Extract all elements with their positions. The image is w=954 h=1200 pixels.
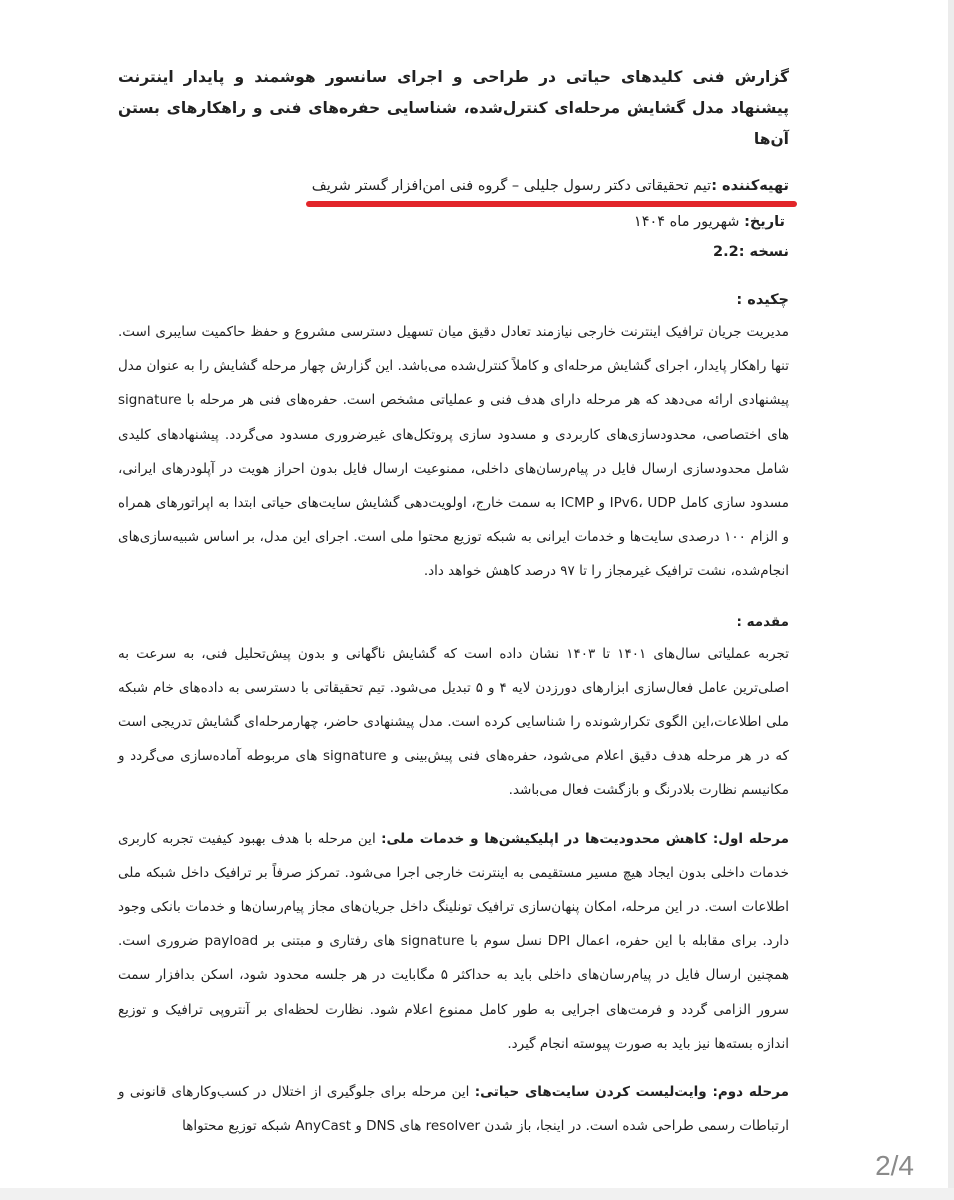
version-value: 2.2	[713, 244, 739, 260]
intro-text: تجربه عملیاتی سال‌های ۱۴۰۱ تا ۱۴۰۳ نشان داده است که گشایش ناگهانی و بدون پیش‌تحلیل فنی، به سرعت به اصلی‌ترین عامل فعال‌سازی ابزارهای دورزدن لایه ۴ و ۵ تبدیل می‌شود. تیم تحقیقاتی با دسترسی به داده‌های خام شبکه ملی اطلاعات،این الگوی تکرارشونده را شناسایی کرده است. مدل پیشنهادی حاضر، چهارمرحله‌ای گشایش تدریجی است که در هر مرحله هدف دقیق اعلام می‌شود، حفره‌های فنی پیش‌بینی و signature های مربوطه آماده‌سازی می‌گردد و مکانیسم نظارت بلادرنگ و بازگشت فعال می‌باشد.	[118, 645, 790, 799]
page-indicator: 2/4	[875, 1150, 914, 1181]
preparer-highlight	[312, 171, 789, 201]
page-edge-bottom	[0, 1188, 954, 1200]
version-line	[118, 237, 789, 267]
stage1-label: مرحله اول: کاهش محدودیت‌ها در اپلیکیشن‌ها و خدمات ملی:	[381, 830, 790, 847]
intro-heading: مقدمه :	[736, 613, 789, 630]
date-label: تاریخ:	[744, 214, 785, 230]
document-content	[118, 62, 789, 1143]
preparer-label: تهیه‌کننده :	[711, 178, 789, 194]
date-value: شهریور ماه ۱۴۰۴	[633, 214, 740, 230]
abstract-heading: چکیده :	[736, 292, 789, 308]
page-edge-right	[948, 0, 954, 1200]
version-label: نسخه :	[738, 244, 789, 260]
stage1-text: این مرحله با هدف بهبود کیفیت تجربه کاربری خدمات داخلی بدون ایجاد هیچ مسیر مستقیمی به اینترنت خارجی اجرا می‌شود. تمرکز صرفاً بر ترافیک داخل شبکه ملی اطلاعات است. در این مرحله، امکان پنهان‌سازی ترافیک تونلینگ داخل جریان‌های مجاز پیام‌رسان‌ها و خدمات بانکی وجود دارد. برای مقابله با این حفره، اعمال DPI نسل سوم با signature های رفتاری و مبتنی بر payload ضروری است. همچنین ارسال فایل در پیام‌رسان‌های داخلی باید به حداکثر ۵ مگابایت در هر جلسه محدود شود، اسکن بدافزار سمت سرور الزامی گردد و فرمت‌های اجرایی به طور کامل ممنوع اعلام شود. نظارت لحظه‌ای بر آنتروپی ترافیک و توزیع اندازه بسته‌ها نیز باید به صورت پیوسته انجام گیرد.	[118, 830, 789, 1052]
stage2-text: این مرحله برای جلوگیری از اختلال در کسب‌وکارهای قانونی و ارتباطات رسمی طراحی شده است. در اینجا، باز شدن resolver های DNS و AnyCast شبکه توزیع محتواها	[118, 1084, 789, 1135]
abstract-text: مدیریت جریان ترافیک اینترنت خارجی نیازمند تعادل دقیق میان تسهیل دسترسی مشروع و حفظ حاکمیت سایبری است. تنها راهکار پایدار، اجرای گشایش مرحله‌ای و کاملاً کنترل‌شده می‌باشد. این گزارش چهار مرحله گشایش را به عنوان مدل پیشنهادی ارائه می‌دهد که هر مرحله دارای هدف فنی و عملیاتی مشخص است. حفره‌های فنی هر مرحله با signature های اختصاصی، محدودسازی‌های کاربردی و مسدود سازی پروتکل‌های غیرضروری مسدود می‌گردد. پیشنهادهای کلیدی شامل محدودسازی ارسال فایل در پیام‌رسان‌های داخلی، ممنوعیت ارسال فایل بدون احراز هویت در آپلودرهای ایرانی، مسدود سازی کامل IPv6، UDP و ICMP به سمت خارج، اولویت‌دهی گشایش سایت‌های حیاتی ابتدا به اپراتورهای همراه و الزام ۱۰۰ درصدی سایت‌ها و خدمات ایرانی به شبکه توزیع محتوا ملی است. اجرای این مدل، بر اساس شبیه‌سازی‌های انجام‌شده، نشت ترافیک غیرمجاز را تا ۹۷ درصد کاهش خواهد داد.	[118, 324, 790, 580]
stage1-paragraph	[118, 822, 789, 1061]
stage2-label: مرحله دوم: وایت‌لیست کردن سایت‌های حیاتی:	[474, 1084, 790, 1101]
preparer-line	[118, 171, 789, 201]
preparer-value: تیم تحقیقاتی دکتر رسول جلیلی – گروه فنی امن‌افزار گستر شریف	[311, 178, 712, 194]
red-underline-annotation	[306, 201, 797, 207]
stage2-paragraph	[118, 1075, 789, 1143]
document-title: گزارش فنی کلیدهای حیاتی در طراحی و اجرای سانسور هوشمند و پایدار اینترنت پیشنهاد مدل گشایش مرحله‌ای کنترل‌شده، شناسایی حفره‌های فنی و راهکارهای بستن آن‌ها	[118, 68, 789, 148]
date-line	[118, 207, 789, 237]
